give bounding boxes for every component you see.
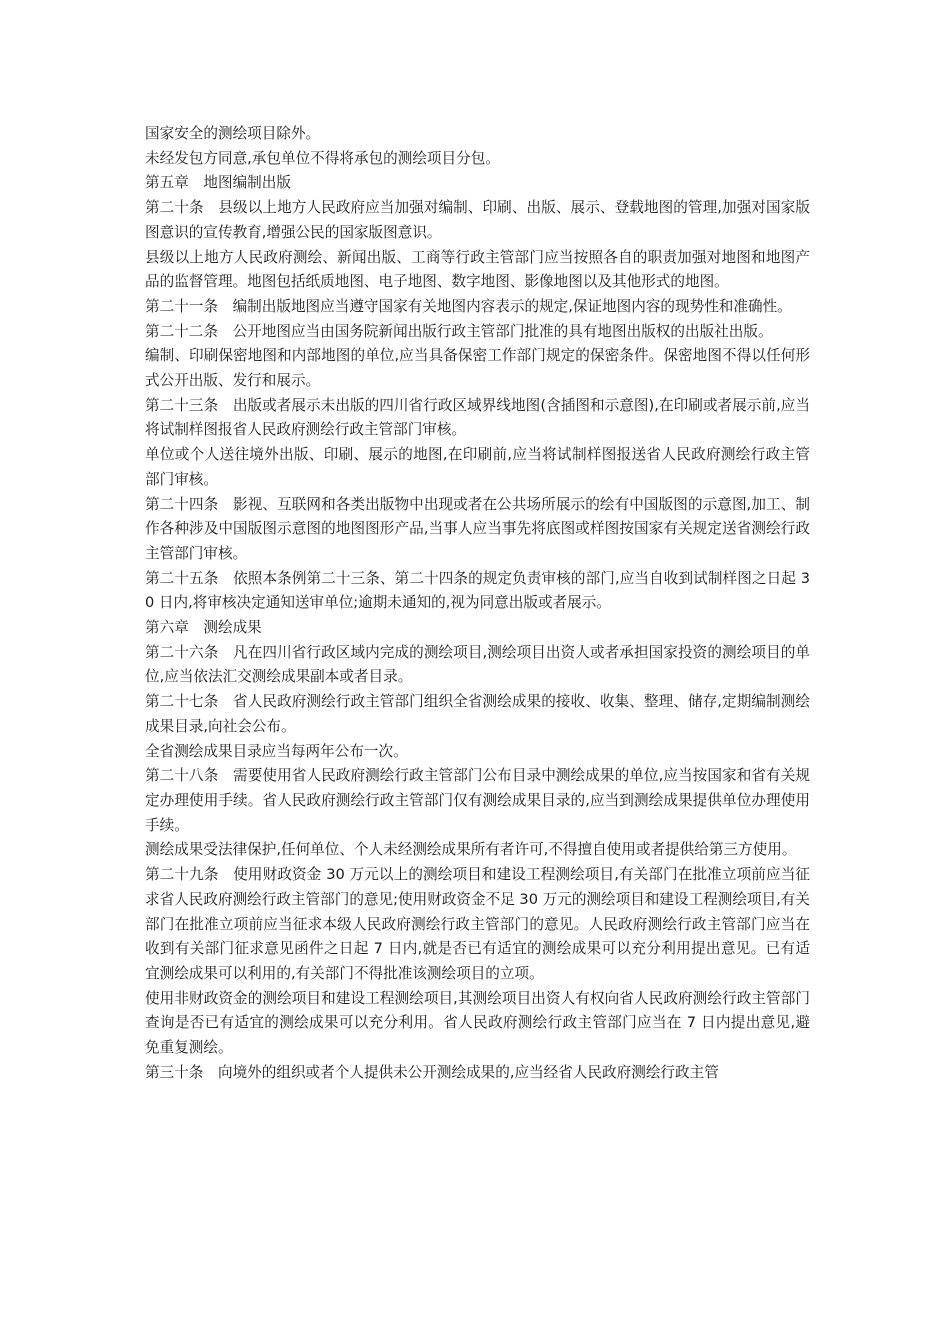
paragraph: 单位或个人送往境外出版、印刷、展示的地图,在印刷前,应当将试制样图报送省人民政府测绘行政主管部门审核。 bbox=[145, 446, 810, 488]
document-body bbox=[145, 122, 810, 1085]
article-paragraph: 第二十二条 公开地图应当由国务院新闻出版行政主管部门批准的具有地图出版权的出版社出版。 bbox=[145, 322, 773, 340]
article-paragraph: 第二十一条 编制出版地图应当遵守国家有关地图内容表示的规定,保证地图内容的现势性和准确性。 bbox=[145, 297, 792, 315]
chapter-heading: 第六章 测绘成果 bbox=[145, 619, 262, 637]
article-paragraph: 第二十四条 影视、互联网和各类出版物中出现或者在公共场所展示的绘有中国版图的示意图,加工、制作各种涉及中国版图示意图的地图图形产品,当事人应当事先将底图或样图按国家有关规定送省测绘行政主管部门审核。 bbox=[145, 495, 810, 562]
article-paragraph: 第二十七条 省人民政府测绘行政主管部门组织全省测绘成果的接收、收集、整理、储存,定期编制测绘成果目录,向社会公布。 bbox=[145, 693, 810, 735]
paragraph: 未经发包方同意,承包单位不得将承包的测绘项目分包。 bbox=[145, 149, 500, 167]
paragraph: 使用非财政资金的测绘项目和建设工程测绘项目,其测绘项目出资人有权向省人民政府测绘行政主管部门查询是否已有适宜的测绘成果可以充分利用。省人民政府测绘行政主管部门应当在 7 日内提出意见,避免重复测绘。 bbox=[145, 989, 810, 1057]
paragraph: 国家安全的测绘项目除外。 bbox=[145, 125, 321, 142]
chapter-heading: 第五章 地图编制出版 bbox=[145, 174, 291, 192]
article-paragraph: 第二十三条 出版或者展示未出版的四川省行政区域界线地图(含插图和示意图),在印刷或者展示前,应当将试制样图报省人民政府测绘行政主管部门审核。 bbox=[145, 396, 810, 439]
paragraph: 测绘成果受法律保护,任何单位、个人未经测绘成果所有者许可,不得擅自使用或者提供给第三方使用。 bbox=[145, 841, 797, 859]
article-paragraph: 第二十九条 使用财政资金 30 万元以上的测绘项目和建设工程测绘项目,有关部门在批准立项前应当征求省人民政府测绘行政主管部门的意见;使用财政资金不足 30 万元的测绘项目和建设工程测绘项目,有关部门在批准立项前应当征求本级人民政府测绘行政主管部门的意见。人民政府测绘行政主管部门应当在收到有关部门征求意见函件之日起 7 日内,就是否已有适宜的测绘成果可以充分利用提出意见。已有适宜测绘成果可以利用的,有关部门不得批准该测绘项目的立项。 bbox=[145, 866, 810, 982]
paragraph: 全省测绘成果目录应当每两年公布一次。 bbox=[145, 742, 408, 760]
article-paragraph: 第二十六条 凡在四川省行政区域内完成的测绘项目,测绘项目出资人或者承担国家投资的测绘项目的单位,应当依法汇交测绘成果副本或者目录。 bbox=[145, 643, 810, 686]
paragraph: 县级以上地方人民政府测绘、新闻出版、工商等行政主管部门应当按照各自的职责加强对地图和地图产品的监督管理。地图包括纸质地图、电子地图、数字地图、影像地图以及其他形式的地图。 bbox=[145, 248, 810, 291]
paragraph: 编制、印刷保密地图和内部地图的单位,应当具备保密工作部门规定的保密条件。保密地图不得以任何形式公开出版、发行和展示。 bbox=[145, 347, 810, 390]
article-paragraph: 第三十条 向境外的组织或者个人提供未公开测绘成果的,应当经省人民政府测绘行政主管 bbox=[145, 1063, 719, 1081]
article-paragraph: 第二十五条 依照本条例第二十三条、第二十四条的规定负责审核的部门,应当自收到试制样图之日起 30 日内,将审核决定通知送审单位;逾期未通知的,视为同意出版或者展示。 bbox=[145, 569, 810, 612]
article-paragraph: 第二十八条 需要使用省人民政府测绘行政主管部门公布目录中测绘成果的单位,应当按国家和省有关规定办理使用手续。省人民政府测绘行政主管部门仅有测绘成果目录的,应当到测绘成果提供单位办理使用手续。 bbox=[145, 767, 810, 834]
article-paragraph: 第二十条 县级以上地方人民政府应当加强对编制、印刷、出版、展示、登载地图的管理,加强对国家版图意识的宣传教育,增强公民的国家版图意识。 bbox=[145, 199, 810, 241]
